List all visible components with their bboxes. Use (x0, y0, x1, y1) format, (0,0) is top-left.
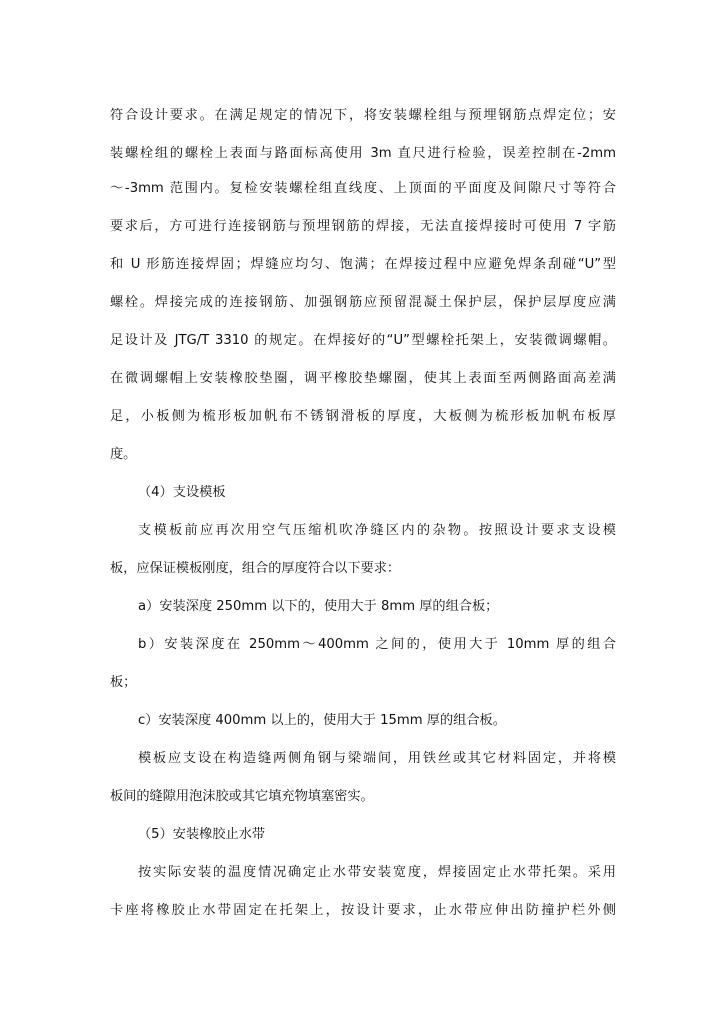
text-line: 装螺栓组的螺栓上表面与路面标高使用 3m 直尺进行检验，误差控制在-2mm (110, 146, 616, 161)
section-heading: （5）安装橡胶止水带 (138, 827, 266, 842)
text-line: 符合设计要求。在满足规定的情况下，将安装螺栓组与预埋钢筋点焊定位；安 (110, 108, 616, 123)
text-line: 足，小板侧为梳形板加帆布不锈钢滑板的厚度，大板侧为梳形板加帆布板厚 (110, 409, 616, 424)
section-heading: （4）支设模板 (138, 485, 226, 500)
text-line: 按实际安装的温度情况确定止水带安装宽度，焊接固定止水带托架。采用 (138, 865, 616, 880)
text-line: 足设计及 JTG/T 3310 的规定。在焊接好的“U”型螺栓托架上，安装微调螺帽。 (110, 333, 616, 348)
text-line: 在微调螺帽上安装橡胶垫圈，调平橡胶垫螺圈，使其上表面至两侧路面高差满 (110, 371, 616, 386)
text-line: 卡座将橡胶止水带固定在托架上，按设计要求，止水带应伸出防撞护栏外侧 (110, 903, 616, 918)
text-line: 板，应保证模板刚度，组合的厚度符合以下要求： (110, 561, 401, 576)
text-line: 度。 (110, 447, 137, 462)
list-item: b）安装深度在 250mm～400mm 之间的，使用大于 10mm 厚的组合 (138, 637, 616, 652)
list-item: c）安装深度 400mm 以上的，使用大于 15mm 厚的组合板。 (138, 713, 506, 728)
text-line: 支模板前应再次用空气压缩机吹净缝区内的杂物。按照设计要求支设模 (138, 523, 616, 538)
text-line: ～-3mm 范围内。复检安装螺栓组直线度、上顶面的平面度及间隙尺寸等符合 (110, 181, 616, 196)
list-item: a）安装深度 250mm 以下的，使用大于 8mm 厚的组合板； (138, 599, 499, 614)
text-line: 螺栓。焊接完成的连接钢筋、加强钢筋应预留混凝土保护层，保护层厚度应满 (110, 295, 616, 310)
text-line: 模板应支设在构造缝两侧角钢与梁端间，用铁丝或其它材料固定，并将模 (138, 751, 616, 766)
text-line: 板间的缝隙用泡沫胶或其它填充物填塞密实。 (110, 789, 374, 804)
text-line: 板； (110, 675, 137, 690)
text-line: 要求后，方可进行连接钢筋与预埋钢筋的焊接，无法直接焊接时可使用 7 字筋 (110, 219, 616, 234)
text-line: 和 U 形筋连接焊固；焊缝应均匀、饱满；在焊接过程中应避免焊条刮碰“U”型 (110, 257, 616, 272)
